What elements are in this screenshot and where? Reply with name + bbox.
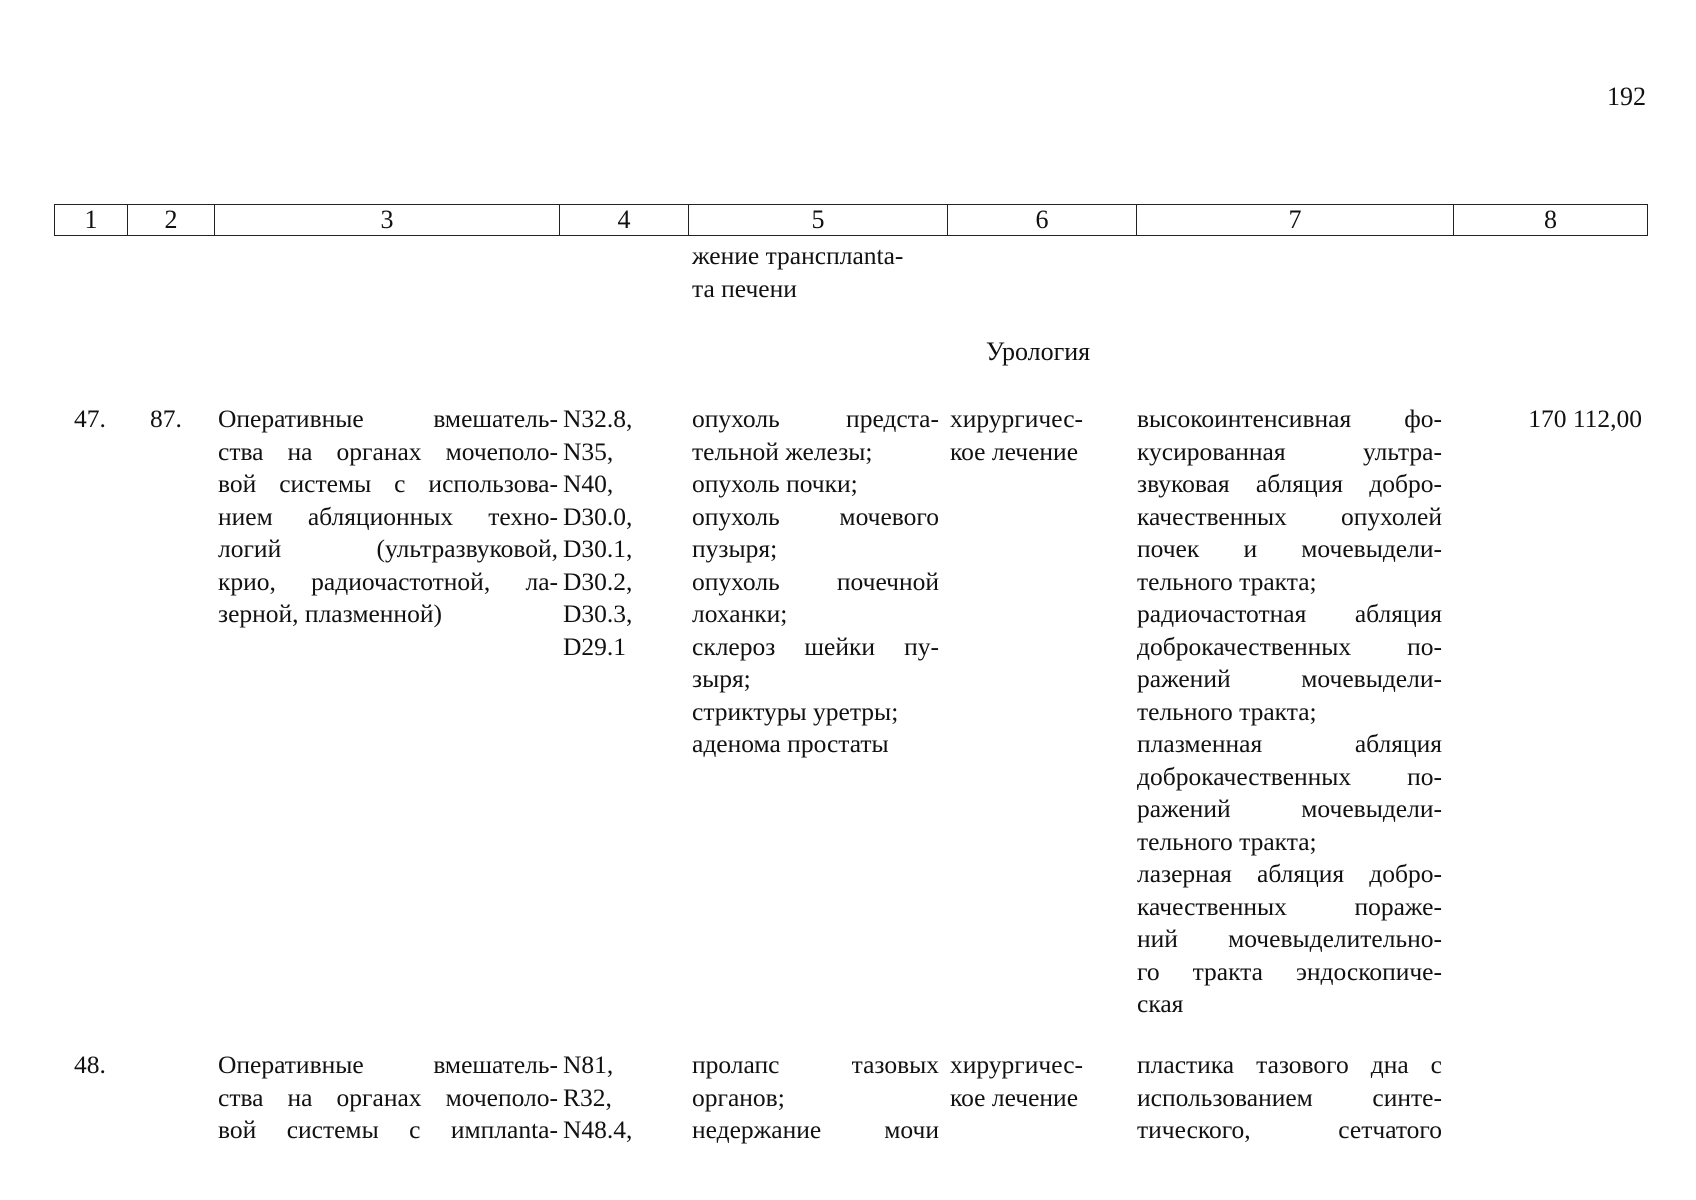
text-line: Оперативные вмешатель- (218, 1050, 558, 1079)
text-line: ства на органах мочеполо- (218, 436, 558, 466)
text-line: D30.3, (563, 599, 633, 628)
header-col-1: 1 (55, 205, 128, 236)
text-line: ражений мочевыдели- (1137, 794, 1442, 823)
text-line: тического, сетчатого (1137, 1115, 1442, 1144)
text-line: кусированная ультра- (1137, 436, 1442, 466)
text-line: опухоль мочевого (692, 501, 939, 531)
treatment-type (950, 1049, 1095, 1114)
text-line: жение трансплanta- (692, 241, 904, 270)
text-line: зерной, плазменной) (218, 599, 442, 628)
text-line: вой системы с использова- (218, 469, 558, 498)
section-title-text: Урология (985, 337, 1091, 366)
treatment-description (218, 403, 558, 631)
text-line: кое лечение (950, 436, 1079, 466)
header-col-6: 6 (948, 205, 1137, 236)
page-number: 192 (1607, 82, 1646, 111)
text-line: вой системы с имплanta- (218, 1115, 558, 1144)
text-line: D30.2, (563, 566, 633, 596)
treatment-method (1137, 1049, 1442, 1147)
row-number: 48. (74, 1050, 106, 1079)
header-col-7: 7 (1137, 205, 1454, 236)
text-line: аденома простаты (692, 729, 889, 758)
text-line: тельной железы; (692, 436, 873, 466)
text-line: почек и мочевыдели- (1137, 534, 1442, 563)
text-line: органов; (692, 1082, 785, 1112)
treatment-type (950, 403, 1095, 468)
text-line: доброкачественных по- (1137, 761, 1442, 791)
icd-codes (563, 403, 688, 663)
text-line: N48.4, (563, 1115, 633, 1144)
text-line: тельного тракта; (1137, 826, 1317, 856)
text-line: качественных пораже- (1137, 891, 1442, 921)
text-line: пластика тазового дна с (1137, 1050, 1442, 1079)
text-line: ства на органах мочеполо- (218, 1082, 558, 1112)
text-line: N35, (563, 436, 614, 466)
text-line: стриктуры уретры; (692, 696, 899, 726)
treatment-description (218, 1049, 558, 1147)
text-line: качественных опухолей (1137, 501, 1442, 531)
text-line: недержание мочи (692, 1115, 939, 1144)
text-line: использованием синте- (1137, 1082, 1442, 1112)
text-line: опухоль почки; (692, 469, 858, 498)
text-line: D30.1, (563, 534, 633, 563)
text-line: лазерная абляция добро- (1137, 859, 1442, 888)
text-line: лоханки; (692, 599, 788, 628)
text-line: R32, (563, 1082, 612, 1112)
cost: 170 112,00 (1528, 404, 1642, 433)
text-line: N40, (563, 469, 614, 498)
text-line: ражений мочевыдели- (1137, 664, 1442, 693)
header-col-2: 2 (128, 205, 215, 236)
header-col-8: 8 (1454, 205, 1648, 236)
text-line: N81, (563, 1050, 614, 1079)
row-subnumber: 87. (150, 404, 182, 433)
text-line: хирургичес- (950, 404, 1084, 433)
row-number: 47. (74, 404, 106, 433)
text-line: Оперативные вмешатель- (218, 404, 558, 433)
text-line: склероз шейки пу- (692, 631, 939, 661)
text-line: тельного тракта; (1137, 696, 1317, 726)
text-line: опухоль предста- (692, 404, 939, 433)
header-col-4: 4 (560, 205, 689, 236)
text-line: N32.8, (563, 404, 633, 433)
section-title (0, 337, 1696, 367)
text-line: пузыря; (692, 534, 778, 563)
text-line: опухоль почечной (692, 566, 939, 596)
header-col-3: 3 (215, 205, 560, 236)
text-line: хирургичес- (950, 1050, 1084, 1079)
text-line: пролапс тазовых (692, 1050, 939, 1079)
header-col-5: 5 (689, 205, 948, 236)
patient-model (692, 1049, 939, 1147)
text-line: доброкачественных по- (1137, 631, 1442, 661)
text-line: тельного тракта; (1137, 566, 1317, 596)
text-line: звуковая абляция добро- (1137, 469, 1442, 498)
text-line: D29.1 (563, 631, 627, 661)
text-line: радиочастотная абляция (1137, 599, 1442, 628)
text-line: плазменная абляция (1137, 729, 1442, 758)
text-line: высокоинтенсивная фо- (1137, 404, 1442, 433)
patient-model (692, 403, 939, 761)
text-line: го тракта эндоскопиче- (1137, 956, 1442, 986)
text-line: та печени (692, 273, 797, 303)
text-line: D30.0, (563, 501, 633, 531)
continuation-col5 (692, 240, 939, 305)
text-line: логий (ультразвуковой, (218, 534, 558, 563)
treatment-method (1137, 403, 1442, 1021)
text-line: зыря; (692, 664, 751, 693)
text-line: крио, радиочастотной, ла- (218, 566, 558, 596)
text-line: кое лечение (950, 1082, 1079, 1112)
text-line: ний мочевыделительно- (1137, 924, 1442, 953)
icd-codes (563, 1049, 688, 1147)
text-line: нием абляционных техно- (218, 501, 558, 531)
text-line: ская (1137, 989, 1184, 1018)
column-number-header (54, 204, 1648, 236)
